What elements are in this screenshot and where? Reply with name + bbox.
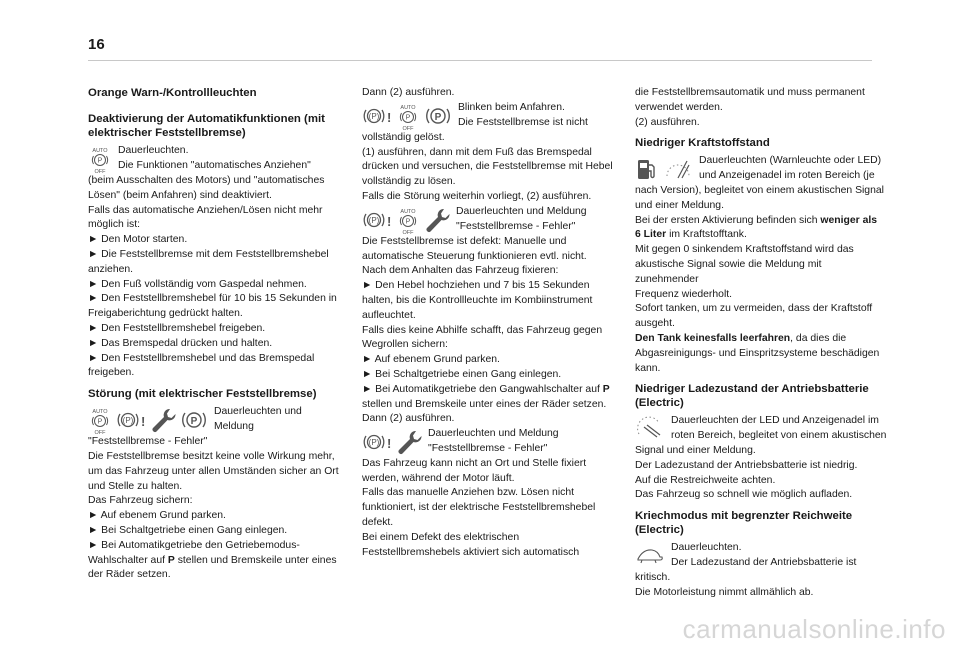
text-line: ausgeht. xyxy=(635,318,675,330)
text-line: Das Fahrzeug kann nicht an Ort und Stelle fixiert xyxy=(362,457,587,469)
text-line: Wegrollen sichern: xyxy=(362,339,448,351)
text-line: Blinken beim Anfahren. xyxy=(458,101,565,113)
text-line: Nach dem Anhalten das Fahrzeug fixieren: xyxy=(362,265,559,277)
subsection-title-deactivation: Deaktivierung der Automatikfunktionen (mit elektrischer Feststellbremse) xyxy=(88,113,325,139)
low-fuel-body xyxy=(635,184,887,376)
limp-mode-warning-row xyxy=(635,541,887,571)
text-line: Das Fahrzeug so schnell wie möglich aufladen. xyxy=(635,489,853,501)
no-fix-warning-row xyxy=(362,427,614,457)
text-line: Mit gegen 0 sinkendem Kraftstoffstand wird das xyxy=(635,244,854,256)
text-line: Dann (2) ausführen. xyxy=(362,87,455,98)
svg-text:(P): (P) xyxy=(122,416,134,426)
watermark: carmanualsonline.info xyxy=(682,614,946,644)
text-line: ► Bei Automatikgetriebe den Getriebemodus- xyxy=(88,539,300,551)
turtle-icon xyxy=(635,543,665,567)
subsection-title-limp-mode: Kriechmodus mit begrenzter Reichweite (Electric) xyxy=(635,510,853,537)
svg-text:OFF: OFF xyxy=(402,125,414,131)
text-line: (beim Ausschalten des Motors) und "automatisches xyxy=(88,175,325,186)
column-2 xyxy=(362,84,614,560)
text-line: Abgasreinigungs- und Einspritzsysteme beschädigen xyxy=(635,347,880,359)
auto-off-parking-brake-icon xyxy=(88,146,112,174)
text-line: ► Auf ebenem Grund parken. xyxy=(362,354,500,366)
text-line: akustische Signal sowie die Meldung mit zunehmender xyxy=(635,258,822,285)
text-line: Die Feststellbremse ist nicht xyxy=(458,116,588,128)
text-line: Dauerleuchten und Meldung xyxy=(456,205,587,217)
text-line: Das Fahrzeug sichern: xyxy=(88,495,193,507)
text-line: ► Auf ebenem Grund parken. xyxy=(88,510,226,522)
page-number: 16 xyxy=(88,36,105,53)
text-line: Dauerleuchten. xyxy=(671,542,742,554)
text-line: Lösen" (beim Anfahren) sind deaktiviert. xyxy=(88,189,272,201)
battery-gauge-icon xyxy=(635,416,665,442)
svg-text:!: ! xyxy=(141,414,146,430)
svg-text:P: P xyxy=(405,114,411,122)
text-line: Der Ladezustand der Antriebsbatterie ist xyxy=(671,556,857,568)
fault-warning-row xyxy=(88,405,340,435)
svg-text:AUTO: AUTO xyxy=(400,208,416,215)
text-line: Dauerleuchten der LED und Anzeigenadel im xyxy=(671,415,879,427)
column-1 xyxy=(88,84,340,583)
brake-fault-icon xyxy=(362,103,392,129)
svg-text:P: P xyxy=(190,416,198,428)
text-line: vollständig zu lösen. xyxy=(362,176,456,188)
svg-text:P: P xyxy=(434,111,442,123)
no-fix-body xyxy=(362,457,614,561)
text-line: drücken und versuchen, die Feststellbremse mit Hebel xyxy=(362,161,613,173)
text-line: Dann (2) ausführen. xyxy=(362,413,455,425)
text-line: Meldung xyxy=(214,420,254,432)
svg-text:!: ! xyxy=(387,436,392,452)
text-line: "Feststellbremse - Fehler" xyxy=(428,442,548,454)
text-line: 6 Liter im Kraftstofftank. xyxy=(635,229,747,241)
text-line: ► Den Feststellbremshebel für 10 bis 15 Sekunden in xyxy=(88,293,337,305)
text-line: ► Bei Schaltgetriebe einen Gang einlegen. xyxy=(88,524,288,536)
text-line: nach Version), begleitet von einem akustischen Signal xyxy=(635,184,884,196)
text-line: Die Funktionen "automatisches Anziehen" xyxy=(118,159,311,171)
svg-text:P: P xyxy=(97,157,103,165)
svg-text:!: ! xyxy=(387,213,392,229)
header-divider xyxy=(88,60,872,61)
wrench-icon xyxy=(396,429,422,455)
fuel-pump-icon xyxy=(635,156,659,182)
text-line: Dauerleuchten (Warnleuchte oder LED) xyxy=(699,155,882,167)
auto-off-parking-brake-icon xyxy=(396,103,420,131)
text-line: ► Die Feststellbremse mit dem Feststellbremshebel xyxy=(88,248,329,260)
text-line: (2) ausführen. xyxy=(635,116,700,128)
svg-text:P: P xyxy=(97,418,103,426)
svg-text:AUTO: AUTO xyxy=(92,148,108,154)
text-line: ► Bei Automatikgetriebe den Gangwahlschalter auf P xyxy=(362,383,610,395)
svg-text:!: ! xyxy=(387,109,392,125)
defect-warning-row xyxy=(362,205,614,235)
text-line: Falls die Störung weiterhin vorliegt, (2) ausführen. xyxy=(362,190,592,202)
column-3 xyxy=(635,84,887,600)
text-line: Falls das manuelle Anziehen bzw. Lösen nicht xyxy=(362,487,574,499)
text-line: die Feststellbremsautomatik und muss permanent xyxy=(635,87,865,98)
text-line: Dauerleuchten und Meldung xyxy=(428,428,559,440)
text-line: Die Feststellbremse besitzt keine volle Wirkung mehr, xyxy=(88,450,335,462)
text-line: und Anzeigenadel im roten Bereich (je xyxy=(699,170,875,182)
wrench-icon xyxy=(424,207,450,233)
blinking-warning-row xyxy=(362,101,614,131)
text-line: und Stelle zu halten. xyxy=(88,480,183,492)
text-line: verwendet werden. xyxy=(635,101,723,113)
text-line: Bei der ersten Aktivierung befinden sich weniger als xyxy=(635,214,878,226)
text-line: Bei einem Defekt des elektrischen xyxy=(362,531,520,543)
text-line: roten Bereich, begleitet von einem akustischen xyxy=(671,430,887,442)
auto-off-parking-brake-icon xyxy=(396,207,420,235)
text-line: Signal und einer Meldung. xyxy=(635,444,756,456)
parking-brake-icon xyxy=(180,407,208,433)
text-line: vollständig gelöst. xyxy=(362,131,445,143)
text-line: möglich ist: xyxy=(88,219,140,231)
text-line: ► Den Feststellbremshebel freigeben. xyxy=(88,322,266,334)
svg-text:OFF: OFF xyxy=(94,169,106,174)
low-battery-body xyxy=(635,444,887,503)
text-line: und einer Meldung. xyxy=(635,199,724,211)
svg-text:(P): (P) xyxy=(368,215,380,225)
text-line: aufleuchtet. xyxy=(362,309,416,321)
text-line: ► Den Motor starten. xyxy=(88,234,188,246)
deactivation-body xyxy=(88,174,340,381)
text-line: ► Den Feststellbremshebel und das Bremspedal xyxy=(88,352,315,364)
blinking-body xyxy=(362,131,614,205)
defect-body xyxy=(362,235,614,427)
text-line: werden, während der Motor läuft. xyxy=(362,472,515,484)
auto-off-warning-row xyxy=(88,144,340,174)
low-fuel-warning-row xyxy=(635,154,887,184)
text-line: Falls das automatische Anziehen/Lösen nicht mehr xyxy=(88,204,323,216)
limp-mode-body xyxy=(635,571,887,601)
brake-fault-icon xyxy=(362,207,392,233)
low-battery-warning-row xyxy=(635,414,887,444)
text-line: anziehen. xyxy=(88,263,134,275)
text-line: ► Den Fuß vollständig vom Gaspedal nehmen. xyxy=(88,278,307,290)
text-line: Auf die Restreichweite achten. xyxy=(635,474,776,486)
svg-text:P: P xyxy=(405,218,411,226)
text-line: "Feststellbremse - Fehler" xyxy=(456,220,576,232)
subsection-title-low-fuel: Niedriger Kraftstoffstand xyxy=(635,137,770,150)
text-line: "Feststellbremse - Fehler" xyxy=(88,436,208,448)
svg-text:OFF: OFF xyxy=(402,229,414,235)
text-line: Feststellbremshebels aktiviert sich automatisch xyxy=(362,546,580,558)
text-line: um das Fahrzeug unter allen Umständen sicher an Ort xyxy=(88,465,339,477)
text-line: Dauerleuchten und xyxy=(214,406,302,418)
text-line: freigeben. xyxy=(88,367,135,379)
brake-fault-icon xyxy=(116,407,146,433)
text-line: Den Tank keinesfalls leerfahren, da dies die xyxy=(635,332,847,344)
text-line: Der Ladezustand der Antriebsbatterie ist niedrig. xyxy=(635,459,858,471)
text-line: Dauerleuchten. xyxy=(118,145,189,156)
text-line: stellen und Bremskeile unter eines der Räder setzen. xyxy=(362,398,607,410)
text-line: ► Den Hebel hochziehen und 7 bis 15 Sekunden xyxy=(362,280,590,292)
text-line: ► Das Bremspedal drücken und halten. xyxy=(88,337,273,349)
subsection-title-fault: Störung (mit elektrischer Feststellbremse) xyxy=(88,388,317,401)
text-line: (1) ausführen, dann mit dem Fuß das Bremspedal xyxy=(362,146,592,158)
text-line: automatische Steuerung funktionieren evtl. nicht. xyxy=(362,250,587,262)
svg-text:OFF: OFF xyxy=(94,430,106,436)
svg-text:(P): (P) xyxy=(368,438,380,448)
text-line: Sofort tanken, um zu vermeiden, dass der Kraftstoff xyxy=(635,303,873,315)
text-line: Freigaberichtung gedrückt halten. xyxy=(88,308,243,320)
text-line: Falls dies keine Abhilfe schafft, das Fahrzeug gegen xyxy=(362,324,603,336)
text-line: funktioniert, ist der elektrische Feststellbremshebel xyxy=(362,502,596,514)
auto-off-parking-brake-icon xyxy=(88,407,112,435)
text-line: Wahlschalter auf P stellen und Bremskeile unter eines xyxy=(88,554,337,566)
continuation-text xyxy=(635,86,887,130)
text-line: kann. xyxy=(635,362,661,374)
brake-fault-icon xyxy=(362,429,392,455)
wrench-icon xyxy=(150,407,176,433)
text-line: Die Motorleistung nimmt allmählich ab. xyxy=(635,586,814,598)
svg-text:(P): (P) xyxy=(368,111,380,121)
text-line: halten, bis die Kontrollleuchte im Kombiinstrument xyxy=(362,294,593,306)
text-line: defekt. xyxy=(362,516,394,528)
text-line: ► Bei Schaltgetriebe einen Gang einlegen. xyxy=(362,368,562,380)
text-line: der Räder setzen. xyxy=(88,569,171,581)
svg-text:AUTO: AUTO xyxy=(92,409,108,416)
svg-text:AUTO: AUTO xyxy=(400,104,416,111)
fault-body xyxy=(88,435,340,583)
subsection-title-low-battery: Niedriger Ladezustand der Antriebsbatterie (Electric) xyxy=(635,383,869,410)
fuel-gauge-icon xyxy=(663,156,693,182)
section-heading: Orange Warn-/Kontrollleuchten xyxy=(88,87,257,99)
parking-brake-icon xyxy=(424,103,452,129)
text-line: Die Feststellbremse ist defekt: Manuelle und xyxy=(362,235,567,247)
text-line: kritisch. xyxy=(635,571,671,583)
text-line: Frequenz wiederholt. xyxy=(635,288,733,300)
